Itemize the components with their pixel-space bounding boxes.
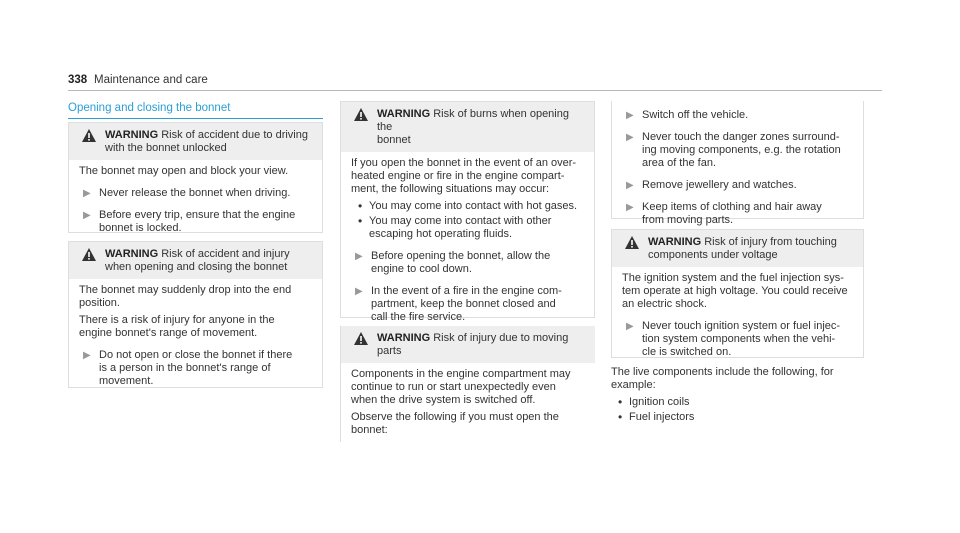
warning-title-cont: when opening and closing the bonnet xyxy=(105,261,288,273)
warning-text: If you open the bonnet in the event of an over- heated engine or fire in the engine compart- ment, the following situations may occur: xyxy=(351,157,577,195)
instruction-step: ▶ Before every trip, ensure that the engine bonnet is locked. xyxy=(83,209,296,234)
instruction-step: ▶ Remove jewellery and watches. xyxy=(626,179,797,191)
instruction-step: ▶ Do not open or close the bonnet if there is a person in the bonnet's range of movement. xyxy=(83,349,293,387)
warning-box-unlocked-bonnet xyxy=(68,122,323,233)
arrow-right-icon: ▶ xyxy=(355,286,363,297)
warning-title-cont: parts xyxy=(377,345,402,357)
warning-text: The bonnet may suddenly drop into the end position. xyxy=(79,284,292,309)
instruction-step: ▶ Keep items of clothing and hair away from moving parts. xyxy=(626,201,822,226)
warning-triangle-icon xyxy=(82,248,96,261)
section-title-underline xyxy=(68,118,323,119)
warning-triangle-icon xyxy=(354,332,368,345)
arrow-right-icon: ▶ xyxy=(355,251,363,262)
arrow-right-icon: ▶ xyxy=(83,188,91,199)
list-item: • You may come into contact with hot gases. xyxy=(351,200,584,213)
instruction-step: ▶ Never touch the danger zones surround- ing moving components, e.g. the rotation area of the fan. xyxy=(626,131,841,169)
arrow-right-icon: ▶ xyxy=(83,350,91,361)
live-components-paragraph xyxy=(611,366,864,428)
bullet-list xyxy=(351,200,584,241)
warning-header xyxy=(69,242,322,279)
warning-header xyxy=(341,102,594,152)
bullet-list xyxy=(611,396,864,424)
warning-header xyxy=(612,230,863,267)
warning-title: Risk of accident and injury xyxy=(161,248,290,260)
warning-label: WARNING xyxy=(377,332,431,344)
arrow-right-icon: ▶ xyxy=(83,210,91,221)
warning-box-voltage xyxy=(611,229,864,358)
header-divider xyxy=(68,90,882,91)
warning-text: Components in the engine compartment may continue to run or start unexpectedly even when the drive system is switched off. xyxy=(351,368,571,406)
section-title: Opening and closing the bonnet xyxy=(68,102,231,114)
instruction-step: ▶ Switch off the vehicle. xyxy=(626,109,749,121)
warning-text: There is a risk of injury for anyone in the engine bonnet's range of movement. xyxy=(79,314,275,339)
arrow-right-icon: ▶ xyxy=(626,132,634,143)
warning-title: Risk of accident due to driving xyxy=(161,129,308,141)
warning-label: WARNING xyxy=(648,236,702,248)
instruction-step: ▶ Never touch ignition system or fuel injec- tion system components when the vehi- cle is switched on. xyxy=(626,320,841,358)
warning-label: WARNING xyxy=(105,248,159,260)
list-item: • Fuel injectors xyxy=(611,411,864,424)
arrow-right-icon: ▶ xyxy=(626,110,634,121)
body-text: The live components include the following, for example: xyxy=(611,366,834,391)
page-number: 338 xyxy=(68,74,88,86)
arrow-right-icon: ▶ xyxy=(626,180,634,191)
warning-text: Observe the following if you must open the bonnet: xyxy=(351,411,559,436)
warning-triangle-icon xyxy=(354,108,368,121)
instruction-step: ▶ Never release the bonnet when driving. xyxy=(83,187,291,199)
arrow-right-icon: ▶ xyxy=(626,202,634,213)
warning-header xyxy=(341,326,595,363)
list-item: • You may come into contact with other escaping hot operating fluids. xyxy=(351,215,584,241)
warning-box-moving-parts-steps xyxy=(611,101,864,226)
warning-header xyxy=(69,123,322,160)
warning-title: Risk of injury due to moving xyxy=(433,332,569,344)
warning-title: Risk of injury from touching xyxy=(704,236,837,248)
warning-title-cont: components under voltage xyxy=(648,249,778,261)
warning-title: Risk of burns when opening the xyxy=(377,108,569,133)
warning-text: The ignition system and the fuel injection sys- tem operate at high voltage. You could receive an electric shock. xyxy=(622,272,848,310)
arrow-right-icon: ▶ xyxy=(626,321,634,332)
warning-triangle-icon xyxy=(625,236,639,249)
warning-title-cont: bonnet xyxy=(377,134,411,146)
warning-label: WARNING xyxy=(377,108,431,120)
instruction-step: ▶ In the event of a fire in the engine com- partment, keep the bonnet closed and call the fire service. xyxy=(355,285,562,323)
warning-box-burns xyxy=(340,101,595,323)
warning-triangle-icon xyxy=(82,129,96,142)
warning-box-bonnet-drop xyxy=(68,241,323,388)
warning-label: WARNING xyxy=(105,129,159,141)
warning-title-cont: with the bonnet unlocked xyxy=(105,142,227,154)
warning-box-moving-parts xyxy=(340,326,595,442)
warning-text: The bonnet may open and block your view. xyxy=(79,165,289,177)
page-title: Maintenance and care xyxy=(94,74,208,86)
list-item: • Ignition coils xyxy=(611,396,864,409)
instruction-step: ▶ Before opening the bonnet, allow the engine to cool down. xyxy=(355,250,551,275)
